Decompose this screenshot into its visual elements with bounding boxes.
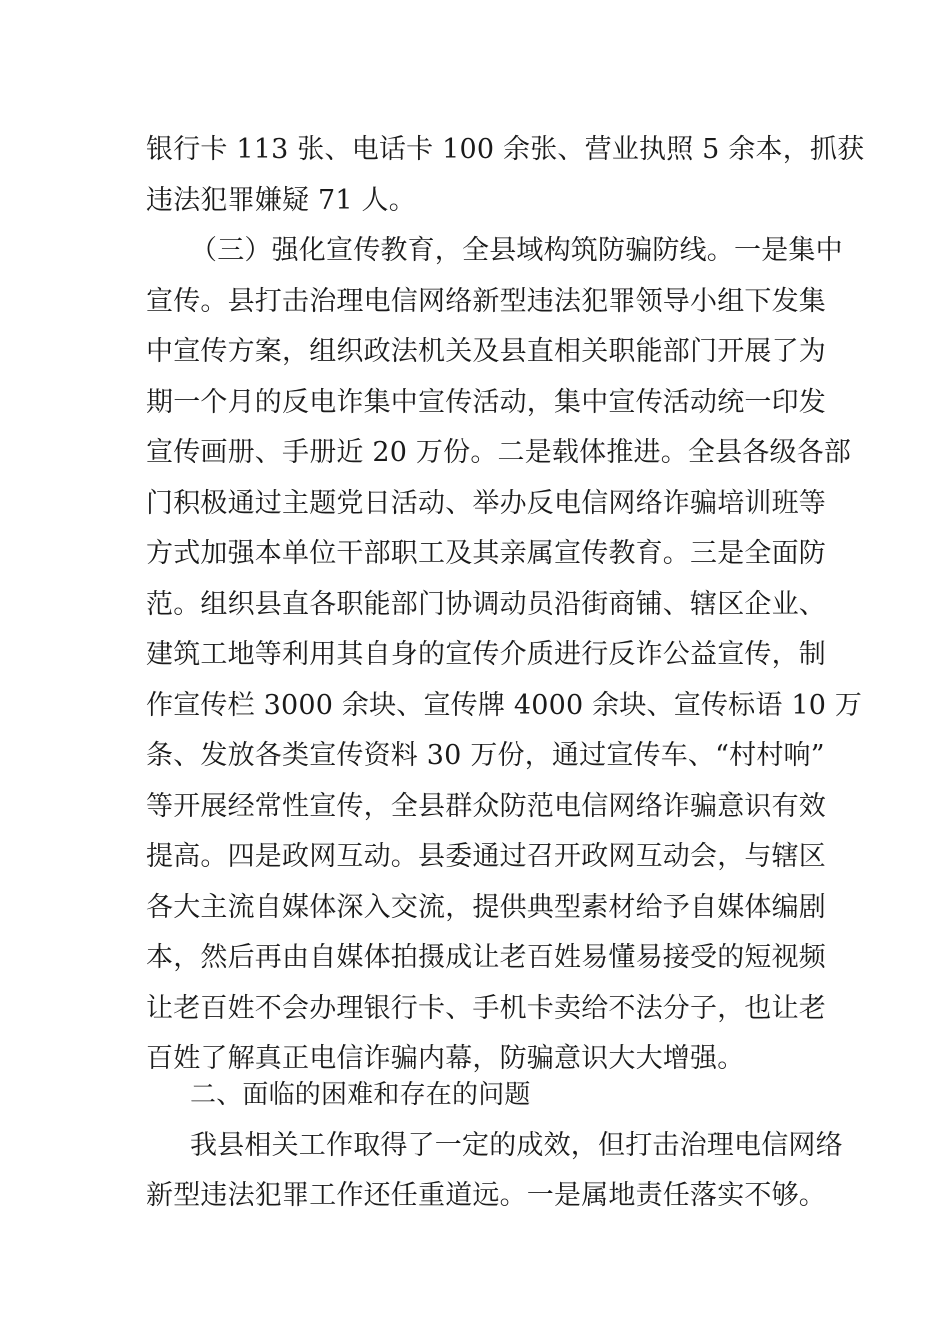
- paragraph-line: 宣传画册、手册近 20 万份。二是载体推进。全县各级各部: [146, 437, 852, 468]
- paragraph-first-line: 我县相关工作取得了一定的成效，但打击治理电信网络: [190, 1130, 843, 1161]
- paragraph-line: 让老百姓不会办理银行卡、手机卡卖给不法分子，也让老: [146, 993, 826, 1024]
- paragraph-line: 本，然后再由自媒体拍摄成让老百姓易懂易接受的短视频: [146, 942, 826, 973]
- paragraph-line: 作宣传栏 3000 余块、宣传牌 4000 余块、宣传标语 10 万: [146, 690, 863, 721]
- paragraph-line: 等开展经常性宣传，全县群众防范电信网络诈骗意识有效: [146, 791, 826, 822]
- section-three-first-line: （三）强化宣传教育，全县域构筑防骗防线。一是集中: [190, 235, 843, 266]
- paragraph-line: 门积极通过主题党日活动、举办反电信网络诈骗培训班等: [146, 488, 826, 519]
- paragraph-line: 违法犯罪嫌疑 71 人。: [146, 185, 416, 216]
- paragraph-line: 银行卡 113 张、电话卡 100 余张、营业执照 5 余本，抓获: [146, 134, 865, 165]
- section-heading: 二、面临的困难和存在的问题: [190, 1080, 531, 1110]
- paragraph-line: 期一个月的反电诈集中宣传活动，集中宣传活动统一印发: [146, 387, 826, 418]
- paragraph-line: 中宣传方案，组织政法机关及县直相关职能部门开展了为: [146, 336, 826, 367]
- paragraph-line: 百姓了解真正电信诈骗内幕，防骗意识大大增强。: [146, 1043, 745, 1074]
- paragraph-line: 各大主流自媒体深入交流，提供典型素材给予自媒体编剧: [146, 892, 826, 923]
- paragraph-line: 建筑工地等利用其自身的宣传介质进行反诈公益宣传，制: [146, 639, 826, 670]
- paragraph-line: 方式加强本单位干部职工及其亲属宣传教育。三是全面防: [146, 538, 826, 569]
- paragraph-line: 新型违法犯罪工作还任重道远。一是属地责任落实不够。: [146, 1180, 826, 1211]
- paragraph-line: 提高。四是政网互动。县委通过召开政网互动会，与辖区: [146, 841, 826, 872]
- paragraph-line: 宣传。县打击治理电信网络新型违法犯罪领导小组下发集: [146, 286, 826, 317]
- paragraph-line: 条、发放各类宣传资料 30 万份，通过宣传车、“村村响”: [146, 740, 825, 771]
- paragraph-line: 范。组织县直各职能部门协调动员沿街商铺、辖区企业、: [146, 589, 826, 620]
